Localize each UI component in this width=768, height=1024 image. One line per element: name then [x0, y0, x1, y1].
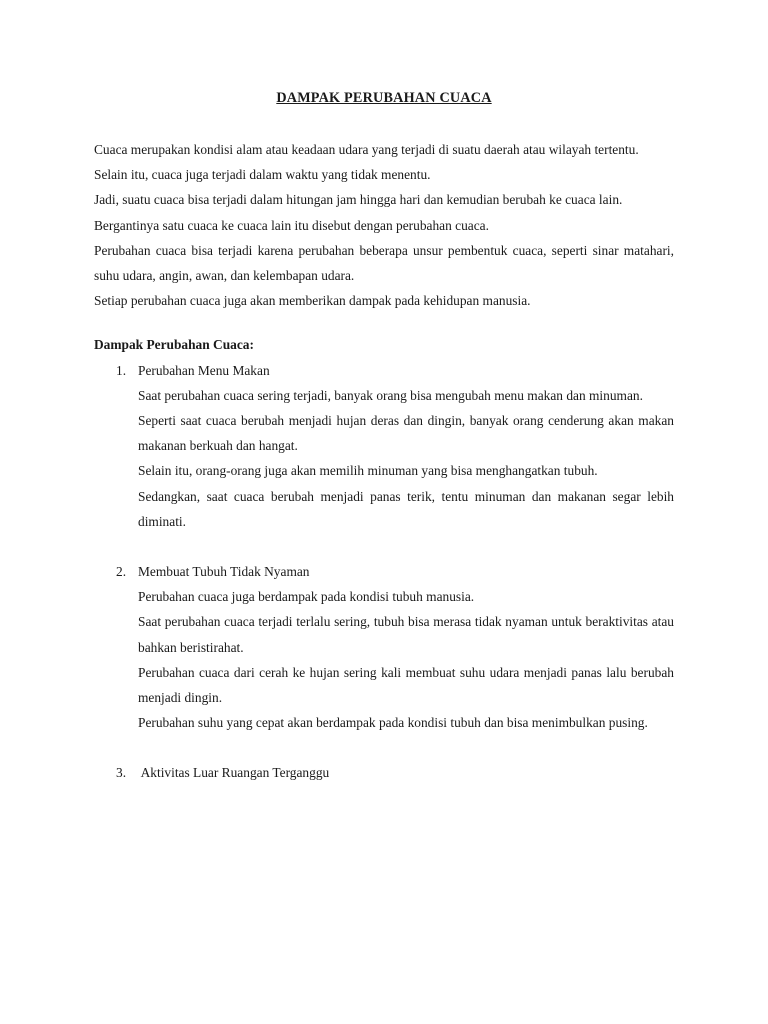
intro-paragraph: Bergantinya satu cuaca ke cuaca lain itu disebut dengan perubahan cuaca.	[94, 217, 489, 233]
list-item	[94, 559, 674, 735]
list-item-paragraph: Perubahan cuaca juga berdampak pada kondisi tubuh manusia.	[138, 589, 475, 605]
document-body	[94, 86, 674, 786]
list-item-number: 3.	[116, 765, 127, 781]
list-item-title: Aktivitas Luar Ruangan Terganggu	[138, 765, 330, 781]
intro-paragraph: Cuaca merupakan kondisi alam atau keadaan udara yang terjadi di suatu daerah atau wilayah tertentu.	[94, 142, 639, 157]
document-title: DAMPAK PERUBAHAN CUACA	[276, 90, 492, 106]
list-item	[94, 760, 674, 785]
list-item-paragraph: Selain itu, orang-orang juga akan memilih minuman yang bisa menghangatkan tubuh.	[138, 463, 598, 479]
list-item-paragraph: Perubahan suhu yang cepat akan berdampak pada kondisi tubuh dan bisa menimbulkan pusing.	[138, 715, 648, 731]
intro-paragraph: Selain itu, cuaca juga terjadi dalam waktu yang tidak menentu.	[94, 167, 431, 183]
list-item-title: Membuat Tubuh Tidak Nyaman	[138, 564, 310, 580]
list-item-paragraph: Perubahan cuaca dari cerah ke hujan sering kali membuat suhu udara menjadi panas lalu berubah menjadi dingin.	[138, 664, 674, 706]
intro-paragraph: Jadi, suatu cuaca bisa terjadi dalam hitungan jam hingga hari dan kemudian berubah ke cuaca lain.	[94, 192, 623, 208]
list-item-number: 2.	[116, 564, 127, 580]
list-item-number: 1.	[116, 362, 127, 378]
list-item-paragraph: Saat perubahan cuaca terjadi terlalu sering, tubuh bisa merasa tidak nyaman untuk beraktivitas atau bahkan beristirahat.	[138, 614, 674, 655]
intro-paragraph: Perubahan cuaca bisa terjadi karena perubahan beberapa unsur pembentuk cuaca, seperti sinar matahari, suhu udara, angin, awan, dan kelembapan udara.	[94, 242, 674, 284]
list-item-title: Perubahan Menu Makan	[138, 362, 270, 378]
list-item	[94, 358, 674, 534]
spacer	[94, 735, 674, 760]
intro-paragraph: Setiap perubahan cuaca juga akan memberikan dampak pada kehidupan manusia.	[94, 293, 531, 309]
spacer	[94, 534, 674, 559]
section-heading: Dampak Perubahan Cuaca:	[94, 337, 254, 353]
intro-section	[94, 137, 674, 313]
list-item-paragraph: Sedangkan, saat cuaca berubah menjadi panas terik, tentu minuman dan makanan segar lebih diminati.	[138, 488, 674, 529]
list-item-paragraph: Seperti saat cuaca berubah menjadi hujan deras dan dingin, banyak orang cenderung akan makan makanan berkuah dan hangat.	[138, 413, 674, 454]
list-item-paragraph: Saat perubahan cuaca sering terjadi, banyak orang bisa mengubah menu makan dan minuman.	[138, 387, 643, 403]
